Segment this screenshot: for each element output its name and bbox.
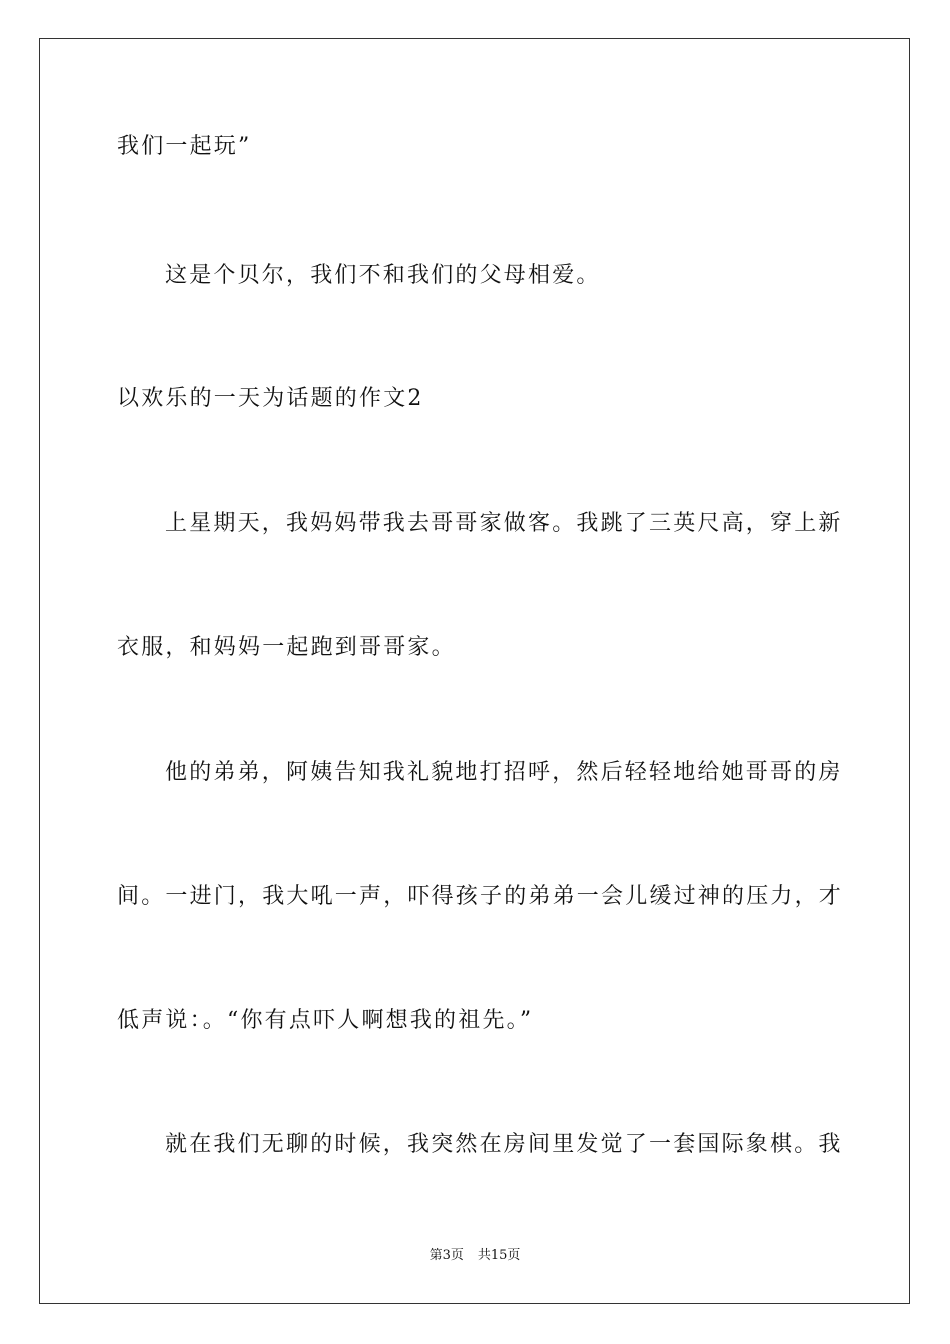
- page-frame: [39, 38, 910, 1304]
- paragraph-line: 就在我们无聊的时候，我突然在房间里发觉了一套国际象棋。我: [165, 1132, 843, 1157]
- paragraph-line: 间。一进门，我大吼一声，吓得孩子的弟弟一会儿缓过神的压力，才: [117, 884, 844, 909]
- paragraph-line: 我们一起玩”: [117, 134, 252, 159]
- section-heading: 以欢乐的一天为话题的作文2: [117, 386, 424, 411]
- paragraph-line: 他的弟弟，阿姨告知我礼貌地打招呼，然后轻轻地给她哥哥的房: [165, 760, 843, 785]
- paragraph-line: 衣服，和妈妈一起跑到哥哥家。: [117, 635, 456, 660]
- paragraph-line: 上星期天，我妈妈带我去哥哥家做客。我跳了三英尺高，穿上新: [165, 511, 843, 536]
- page-number: 第3页: [429, 1248, 464, 1263]
- paragraph-line: 这是个贝尔，我们不和我们的父母相爱。: [165, 263, 601, 288]
- page-footer: [0, 1247, 950, 1265]
- paragraph-line: 低声说：。“你有点吓人啊想我的祖先。”: [117, 1008, 534, 1033]
- page-total: 共15页: [477, 1248, 521, 1263]
